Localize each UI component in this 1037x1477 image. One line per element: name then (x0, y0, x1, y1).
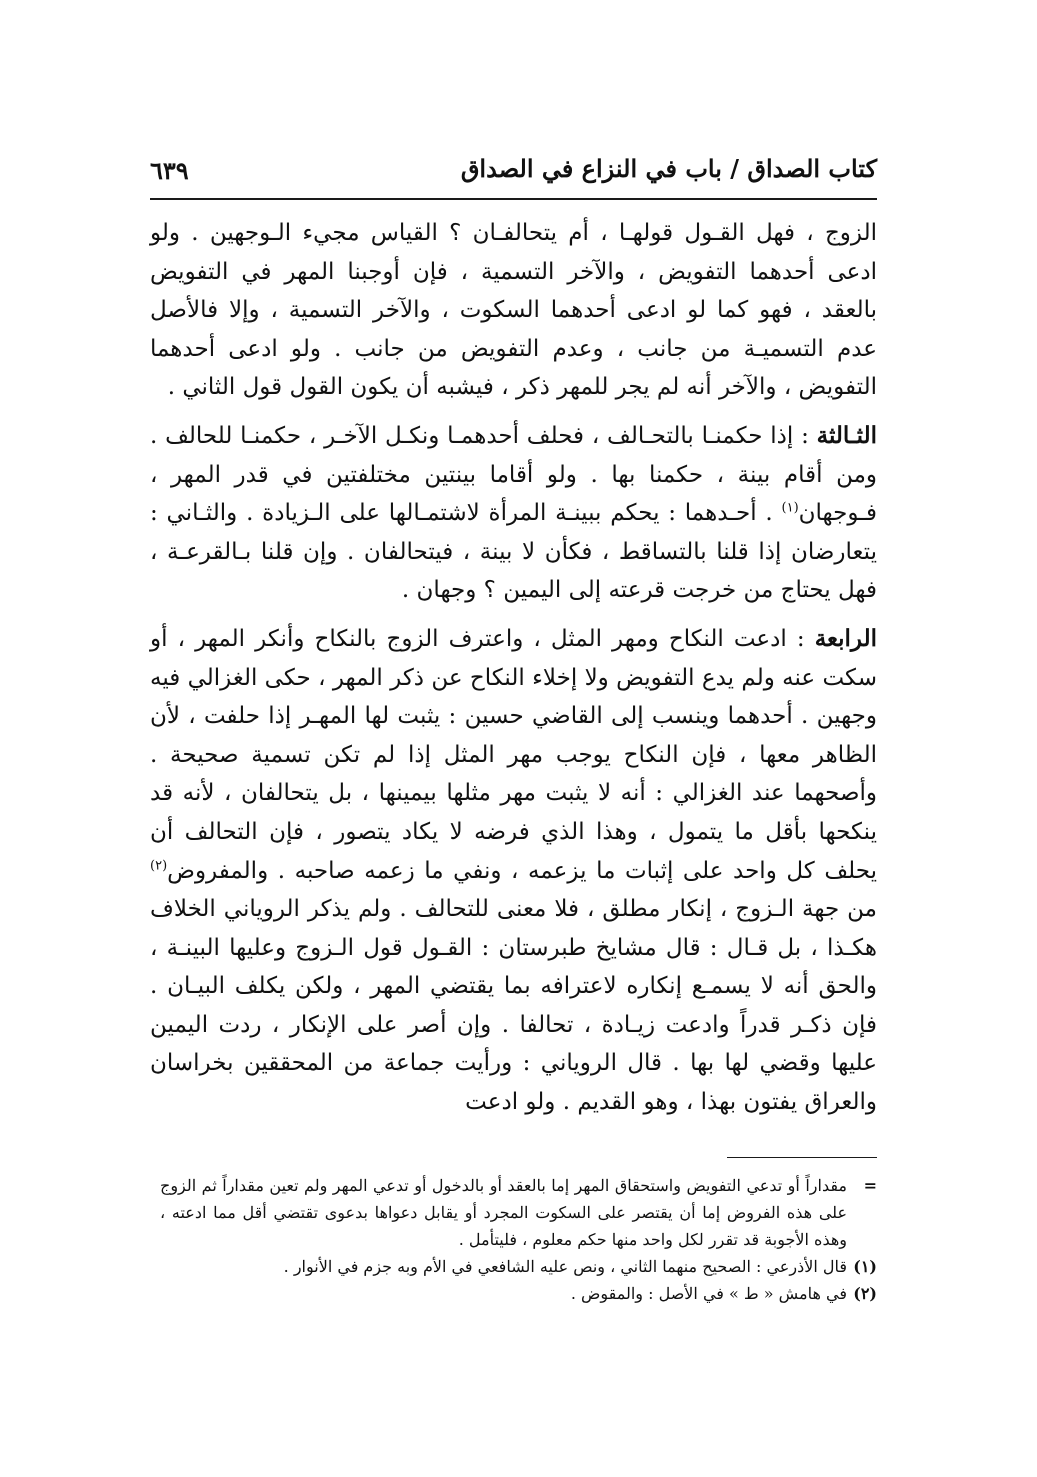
footnote-continued-text: مقداراً أو تدعي التفويض واستحقاق المهر إما بالعقد أو بالدخول أو تدعي المهر ولم تعين مقداراً ثم الزوج على هذه الفروض إما أن يقتصر على السكوت المجرد أو يقابل دعواها بدعوى تقتضي أقل مما ادعته ، وهذه الأجوبة قد تقرر لكل واحد منها حكم معلوم ، فليتأمل . (160, 1176, 848, 1249)
header-divider (150, 198, 877, 200)
paragraph-2-text-a: : إذا حكمنـا بالتحـالف ، فحلف أحدهمـا ونكـل الآخـر ، حكمنـا للحالف . ومن أقام بينة ، حكمنا بها . ولو أقاما بينتين مختلفتين في قدر المهر ، فـوجهان (150, 422, 877, 527)
running-title: كتاب الصداق / باب في النزاع في الصداق (460, 154, 877, 183)
paragraph-2-text-b: . أحـدهما : يحكم ببينـة المرأة لاشتمـالها على الـزيادة . والثـاني : يتعارضان إذا قلنا بالتساقط ، فكأن لا بينة ، فيتحالفان . وإن قلنا بـالقرعـة ، فهل يحتاج من خرجت قرعته إلى اليمين ؟ وجهان . (150, 500, 877, 604)
footnote-divider (727, 1157, 877, 1158)
footnote-1-text: قال الأذرعي : الصحيح منهما الثاني ، ونص عليه الشافعي في الأم وبه جزم في الأنوار . (283, 1257, 847, 1276)
footnote-ref-2: (٢) (150, 857, 168, 873)
paragraph-1 (150, 214, 877, 407)
section-label-fourth: الرابعة (814, 624, 877, 652)
footnote-ref-1: (١) (781, 500, 799, 516)
footnote-2-text: في هامش « ط » في الأصل : والمقوض . (570, 1284, 847, 1303)
footnote-2-marker: (٢) (853, 1284, 877, 1303)
paragraph-1-text: الزوج ، فهل القـول قولهـا ، أم يتحالفـان ؟ القياس مجيء الـوجهين . ولو ادعى أحدهما التفويض ، والآخر التسمية ، فإن أوجبنا المهر في التفويض بالعقد ، فهو كما لو ادعى أحدهما السكوت ، والآخر التسمية ، وإلا فالأصل عدم التسميـة من جانب ، وعدم التفويض من جانب . ولو ادعى أحدهما التفويض ، والآخر أنه لم يجر للمهر ذكر ، فيشبه أن يكون القول قول الثاني . (150, 220, 877, 401)
paragraph-2 (150, 417, 877, 610)
paragraph-3-text-b: من جهة الـزوج ، إنكار مطلق ، فلا معنى للتحالف . ولم يذكر الروياني الخلاف هكـذا ، بل قـال : قال مشايخ طبرستان : القـول قول الـزوج وعليها البينـة ، والحق أنه لا يسمـع إنكاره لاعترافه بما يقتضي المهر ، ولكن يكلف البيـان . فإن ذكـر قدراً وادعت زيـادة ، تحالفا . وإن أصر على الإنكار ، ردت اليمين عليها وقضي لها بها . قال الروياني : ورأيت جماعة من المحققين بخراسان والعراق يفتون بهذا ، وهو القديم . ولو ادعت (150, 896, 877, 1116)
section-label-third: الثـالثة (816, 421, 877, 449)
page-number: ٦٣٩ (150, 156, 189, 185)
footnotes (160, 1172, 877, 1307)
paragraph-3-text-a: : ادعت النكاح ومهر المثل ، واعترف الزوج بالنكاح وأنكر المهر ، أو سكت عنه ولم يدع التفويض ولا إخلاء النكاح عن ذكر المهر ، حكى الغزالي فيه وجهين . أحدهما وينسب إلى القاضي حسين : يثبت لها المهـر إذا حلفت ، لأن الظاهر معها ، فإن النكاح يوجب مهر المثل إذا لم تكن تسمية صحيحة . وأصحهما عند الغزالي : أنه لا يثبت مهر مثلها بيمينها ، بل يتحالفان ، لأنه قد ينكحها بأقل ما يتمول ، وهذا الذي فرضه لا يكاد يتصور ، فإن التحالف أن يحلف كل واحد على إثبات ما يزعمه ، ونفي ما زعمه صاحبه . والمفروض (150, 625, 877, 884)
main-text (150, 214, 877, 1122)
footnote-2 (160, 1280, 877, 1307)
footnote-continued-marker: = (863, 1176, 877, 1195)
footnote-1-marker: (١) (853, 1257, 877, 1276)
footnote-1 (160, 1253, 877, 1280)
page-header (150, 150, 877, 200)
paragraph-3 (150, 620, 877, 1122)
footnote-continued (160, 1172, 877, 1253)
